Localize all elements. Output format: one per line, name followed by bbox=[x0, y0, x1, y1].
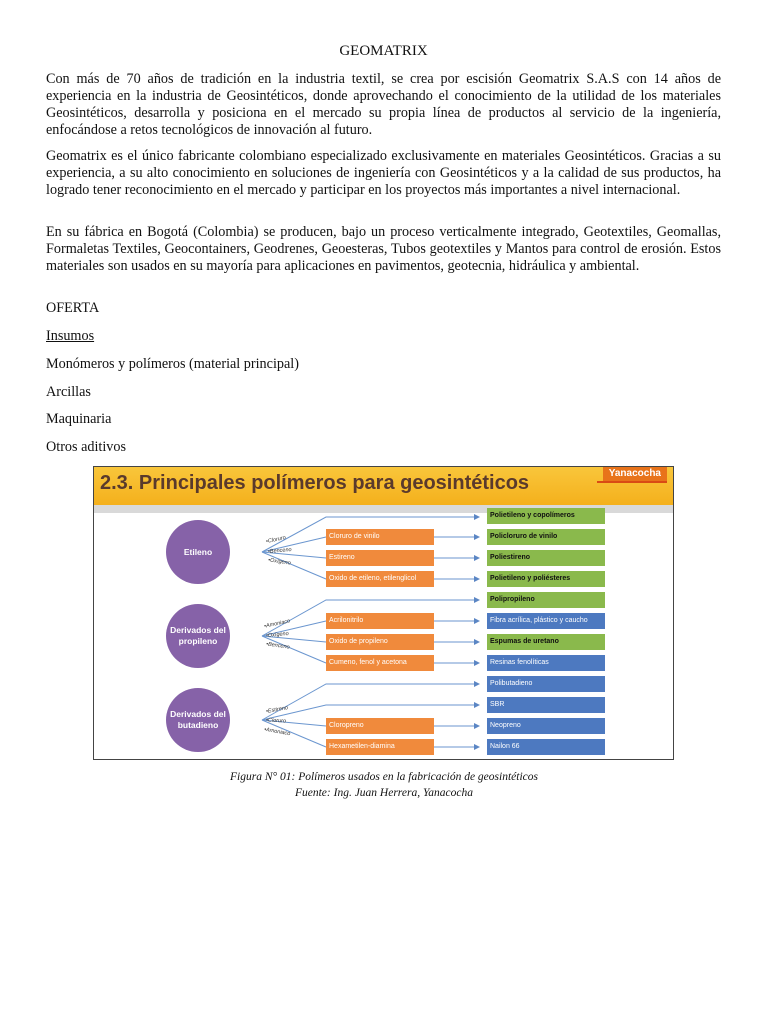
reagent-label: •Oxígeno bbox=[267, 557, 292, 567]
intermediate-box: Cumeno, fenol y acetona bbox=[326, 655, 434, 671]
source-etileno: Etileno bbox=[166, 520, 230, 584]
document-title: GEOMATRIX bbox=[339, 43, 428, 59]
paragraph-3: En su fábrica en Bogotá (Colombia) se producen, bajo un proceso verticalmente integrado, Geotextiles, Geomallas, Formaletas Textiles, Geocontainers, Geodrenes, Geoesteras, Tubos geotextiles y Mantos para control de erosión. Estos materiales son usados en su mayoría para aplicaciones en pavimentos, geotecnia, hidráulica y ambiental. bbox=[46, 224, 721, 274]
oferta-heading: OFERTA bbox=[46, 300, 100, 316]
reagent-label: •Oxígeno bbox=[265, 631, 289, 639]
list-item: Maquinaria bbox=[46, 411, 112, 427]
polymer-figure bbox=[93, 466, 674, 760]
product-box: Fibra acrílica, plástico y caucho bbox=[487, 613, 605, 629]
product-box: Resinas fenolíticas bbox=[487, 655, 605, 671]
brand-logo: Yanacocha bbox=[603, 467, 667, 481]
product-box: Polietileno y copolímeros bbox=[487, 508, 605, 524]
reagent-label: •Cloruro bbox=[265, 534, 287, 546]
product-box: Poliestireno bbox=[487, 550, 605, 566]
product-box: Espumas de uretano bbox=[487, 634, 605, 650]
intermediate-box: Cloropreno bbox=[326, 718, 434, 734]
paragraph-2: Geomatrix es el único fabricante colombiano especializado exclusivamente en materiales Geosintéticos. Gracias a su experiencia, a su alto conocimiento en soluciones de ingeniería con Geosintéticos y a la calidad de sus productos, ha logrado tener reconocimiento en el mercado y participar en los proyectos más importantes a nivel internacional. bbox=[46, 148, 721, 198]
product-box: SBR bbox=[487, 697, 605, 713]
reagent-label: •Benceno bbox=[267, 546, 292, 556]
source-butadieno: Derivados del butadieno bbox=[166, 688, 230, 752]
list-item: Monómeros y polímeros (material principal) bbox=[46, 356, 299, 372]
reagent-label: •Amoniaco bbox=[263, 726, 291, 738]
intermediate-box: Oxido de propileno bbox=[326, 634, 434, 650]
intermediate-box: Cloruro de vinilo bbox=[326, 529, 434, 545]
reagent-label: •Estireno bbox=[265, 705, 289, 715]
product-box: Nailon 66 bbox=[487, 739, 605, 755]
list-item: Otros aditivos bbox=[46, 439, 126, 455]
product-box: Policloruro de vinilo bbox=[487, 529, 605, 545]
intermediate-box: Oxido de etileno, etilenglicol bbox=[326, 571, 434, 587]
insumos-heading: Insumos bbox=[46, 328, 95, 344]
product-box: Polipropileno bbox=[487, 592, 605, 608]
reagent-label: •Cloruro bbox=[265, 717, 287, 725]
intermediate-box: Hexametilen-diamina bbox=[326, 739, 434, 755]
list-item: Arcillas bbox=[46, 384, 91, 400]
reagent-label: •Benceno bbox=[265, 641, 290, 651]
figure-source: Fuente: Ing. Juan Herrera, Yanacocha bbox=[294, 787, 473, 799]
reagent-label: •Amoniaco bbox=[263, 618, 291, 630]
product-box: Neopreno bbox=[487, 718, 605, 734]
product-box: Polibutadieno bbox=[487, 676, 605, 692]
figure-caption: Figura N° 01: Polímeros usados en la fabricación de geosintéticos bbox=[230, 771, 538, 783]
intermediate-box: Estireno bbox=[326, 550, 434, 566]
figure-title: 2.3. Principales polímeros para geosintéticos bbox=[100, 472, 530, 494]
paragraph-1: Con más de 70 años de tradición en la industria textil, se crea por escisión Geomatrix S.A.S con 14 años de experiencia en la industria de Geosintéticos, donde aprovechando el conocimiento de la utilidad de los materiales Geosintéticos, desarrolla y posiciona en el mercado su propia línea de productos al servicio de la ingeniería, enfocándose a retos tecnológicos de innovación al futuro. bbox=[46, 71, 721, 138]
product-box: Polietileno y poliésteres bbox=[487, 571, 605, 587]
source-propileno: Derivados del propileno bbox=[166, 604, 230, 668]
intermediate-box: Acrilonitrilo bbox=[326, 613, 434, 629]
